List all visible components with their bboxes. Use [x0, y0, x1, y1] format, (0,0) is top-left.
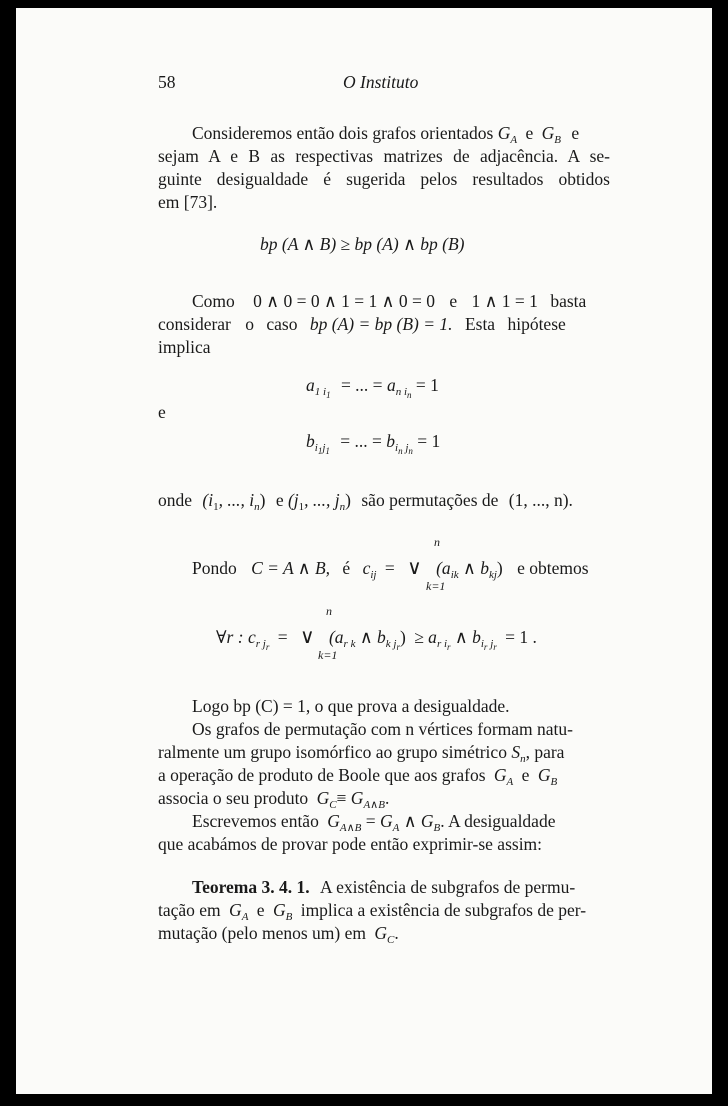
subscript: n in [395, 386, 412, 400]
text: A [241, 911, 249, 923]
text: ) [496, 558, 503, 578]
text: G [374, 923, 388, 943]
text: = 1 . [505, 627, 537, 647]
vee-upper-n-2: n [326, 604, 332, 618]
text: e [449, 291, 458, 311]
text: (1, ..., n). [508, 490, 573, 510]
theorem-label: Teorema 3. 4. 1. [192, 877, 310, 897]
text: e [275, 490, 284, 510]
text: Esta [464, 314, 496, 334]
text: B [550, 776, 558, 788]
text: = ... = [340, 375, 383, 395]
text: onde [158, 490, 193, 510]
paragraph-3-line-4 [158, 763, 557, 787]
text: A existência de subgrafos de permu- [320, 877, 576, 897]
paragraph-3-line-3 [158, 740, 564, 764]
theorem-line-1 [192, 875, 575, 899]
text: ∨ [299, 626, 315, 648]
text: considerar [158, 314, 231, 334]
text: , ..., i [218, 490, 255, 510]
text: n [520, 753, 526, 765]
text: B [554, 134, 561, 146]
text: . [384, 788, 390, 808]
subscript: r ir [436, 638, 451, 652]
text: 1 ∧ 1 = 1 [471, 291, 538, 311]
text: S [511, 742, 521, 762]
text: A [506, 776, 514, 788]
text: ) [259, 490, 266, 510]
subscript: 1 [213, 501, 219, 513]
text: (a [436, 558, 451, 578]
text: (a [328, 627, 344, 647]
subscript: n [254, 501, 260, 513]
text: Pondo [192, 558, 237, 578]
paragraph-3-line-5 [158, 786, 389, 810]
text: = [365, 811, 376, 831]
subscript: r k [343, 638, 356, 650]
text: A∧B [339, 822, 362, 834]
text: ∧ [403, 811, 417, 831]
paragraph-1-line-4: em [73]. [158, 192, 218, 212]
theorem-line-2 [158, 898, 586, 922]
text: B [433, 822, 441, 834]
page [16, 8, 712, 1094]
paragraph-2-line-3: implica [158, 337, 211, 357]
subscript: r jr [255, 638, 270, 652]
text: A∧B [363, 799, 385, 811]
text: associa o seu produto [158, 788, 309, 808]
text: G [497, 123, 511, 143]
text: ∧ b [454, 627, 481, 647]
text: G [316, 788, 330, 808]
text: Escrevemos então [192, 811, 319, 831]
paragraph-3-line-2: Os grafos de permutação com n vértices formam natu- [192, 719, 573, 739]
paragraph-2-line-2 [158, 312, 566, 336]
text: (j [287, 490, 299, 510]
text: , para [525, 742, 565, 762]
pondo-line [192, 556, 589, 580]
text: tação em [158, 900, 221, 920]
text: G [493, 765, 507, 785]
subscript: n [339, 501, 346, 513]
vee-upper-n-1: n [434, 535, 440, 549]
text: a [306, 375, 315, 395]
text: C [387, 934, 395, 946]
paragraph-1-line-3: guinte desigualdade é sugerida pelos resultados obtidos [158, 169, 610, 189]
text: G [229, 900, 242, 920]
equation-bp-inequality: bp (A ∧ B) ≥ bp (A) ∧ bp (B) [260, 234, 465, 254]
text: Consideremos então dois grafos orientados [192, 123, 494, 143]
text: Como [192, 291, 235, 311]
subscript: i1j1 [314, 442, 330, 456]
text: G [327, 811, 340, 831]
text: ) [345, 490, 351, 510]
text: A [510, 134, 518, 146]
text: G [272, 900, 286, 920]
theorem-line-3 [158, 921, 399, 945]
page-number: 58 [158, 72, 176, 92]
text: ≥ a [414, 627, 437, 647]
text: . [394, 923, 399, 943]
subscript: ir jr [480, 638, 497, 652]
text: ∨ [407, 557, 422, 579]
onde-line [158, 488, 573, 512]
paragraph-4-line-2: que acabámos de provar pode então exprimir-se assim: [158, 834, 543, 854]
text: e obtemos [517, 558, 589, 578]
text: C [329, 799, 337, 811]
text: implica a existência de subgrafos de per- [300, 900, 587, 920]
text: são permutações de [361, 490, 499, 510]
text: B [285, 911, 293, 923]
text: G [420, 811, 434, 831]
text: G [537, 765, 551, 785]
text: (i [202, 490, 214, 510]
text: ∧ b [359, 627, 386, 647]
text: . A desigualdade [440, 811, 556, 831]
text: = [277, 627, 288, 647]
subscript: 1 [298, 501, 305, 513]
paragraph-1-line-2: sejam A e B as respectivas matrizes de adjacência. A se- [158, 146, 610, 166]
conjunction-e: e [158, 402, 166, 422]
text: ∀r : c [216, 627, 256, 647]
text: = 1 [417, 431, 441, 451]
paragraph-1-line-1 [192, 121, 579, 145]
text: ij [370, 569, 377, 581]
text: a [386, 375, 396, 395]
text: G [350, 788, 364, 808]
text: ) [400, 627, 406, 647]
text: é [342, 558, 351, 578]
text: caso [266, 314, 298, 334]
vee-lower-k-2: k=1 [318, 648, 338, 662]
text: C = A ∧ B, [251, 558, 331, 578]
text: o [245, 314, 255, 334]
subscript: k jr [385, 638, 400, 652]
text: ralmente um grupo isomórfico ao grupo simétrico [158, 742, 507, 762]
text: ≡ [336, 788, 347, 808]
text: = ... = [340, 431, 382, 451]
text: ik [450, 569, 459, 581]
text: b [306, 431, 315, 451]
text: G [541, 123, 555, 143]
running-title: O Instituto [343, 72, 419, 92]
forall-line [216, 625, 537, 652]
text: e [256, 900, 265, 920]
paragraph-3-line-1: Logo bp (C) = 1, o que prova a desigualdade. [192, 696, 510, 716]
subscript: in jn [395, 442, 413, 456]
text: basta [550, 291, 587, 311]
text: e [571, 123, 580, 143]
text: G [379, 811, 393, 831]
paragraph-4-line-1 [192, 809, 555, 833]
vee-lower-k-1: k=1 [426, 579, 446, 593]
text: b [386, 431, 395, 451]
text: mutação (pelo menos um) em [158, 923, 366, 943]
text: ∧ b [463, 558, 489, 578]
text: e [525, 123, 534, 143]
equation-b-product [306, 429, 441, 456]
text: a operação de produto de Boole que aos grafos [158, 765, 486, 785]
text: e [521, 765, 530, 785]
paragraph-2-line-1 [192, 289, 644, 313]
text: c [362, 558, 371, 578]
text: kj [488, 569, 497, 581]
text: A [392, 822, 400, 834]
subscript: 1 i1 [314, 386, 331, 400]
text: = 1 [415, 375, 439, 395]
text: hipótese [507, 314, 566, 334]
text: 0 ∧ 0 = 0 ∧ 1 = 1 ∧ 0 = 0 [253, 291, 435, 311]
text: , ..., j [304, 490, 340, 510]
text: = [384, 558, 395, 578]
equation-a-product [306, 373, 439, 400]
text: bp (A) = bp (B) = 1. [309, 314, 453, 334]
